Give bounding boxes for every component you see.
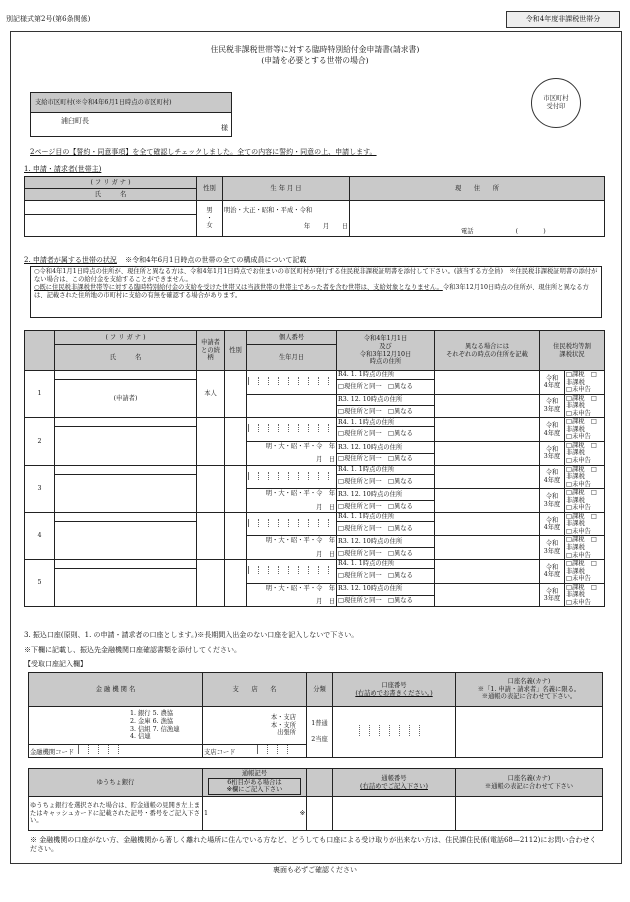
r3-address-label: R3. 12. 10時点の住所 — [337, 536, 435, 548]
section3-sub: ※下欄に記載し、振込先金融機関口座確認書類を添付してください。 — [24, 646, 241, 654]
r4-diff-address-field[interactable] — [435, 418, 540, 442]
household-row — [25, 512, 605, 521]
tax-r4-label: 令和 4年度 — [540, 465, 565, 489]
account-type-field[interactable] — [307, 707, 333, 758]
member-relation-field[interactable] — [197, 465, 225, 512]
r3-diff-address-field[interactable] — [435, 536, 540, 560]
tax-r3-choice: □課税 □非課税 — [566, 489, 597, 504]
account-number-title: 口座番号 — [381, 681, 407, 689]
r3-address-label: R3. 12. 10時点の住所 — [337, 583, 435, 595]
household-row — [25, 560, 605, 569]
member-sex-field[interactable] — [225, 371, 247, 418]
branch-opt-1: 本・支店 — [270, 714, 296, 722]
household-row — [25, 371, 605, 380]
r3-same-options[interactable]: □現住所と同一 □異なる — [337, 453, 435, 465]
r3-address-label: R3. 12. 10時点の住所 — [337, 489, 435, 501]
tax-r4-choice: □課税 □非課税 — [566, 512, 597, 528]
relation-header: 申請者との続柄 — [197, 331, 225, 371]
tax-r4-choice: □課税 □非課税 — [566, 560, 597, 575]
yucho-table — [28, 768, 603, 831]
member-birth-field[interactable] — [247, 441, 337, 465]
bank-opt-2: 2. 金庫 6. 漁協 — [130, 717, 174, 725]
birth-md: 月 日 — [316, 550, 335, 558]
member-id-field[interactable] — [247, 371, 337, 395]
birth-era: 明・大・昭・平・令 年 — [265, 584, 335, 592]
account-number-sub: (右詰めでお書きください。) — [355, 689, 433, 697]
row-number: 1 — [25, 371, 55, 418]
tax-r3-options[interactable] — [565, 583, 605, 607]
r4-same-options[interactable]: □現住所と同一 □異なる — [337, 427, 435, 442]
note-2a: ○既に住民税非課税世帯等に対する臨時特別給付金の支給を受けた世帯又は当該世帯の世帯主であった者を含む世帯は、支給対象となりません。 — [34, 283, 443, 291]
phone-paren: ( ) — [515, 228, 546, 236]
yucho-number-field[interactable] — [333, 797, 456, 831]
yucho-gap-field — [307, 797, 333, 831]
r4-same-options[interactable]: □現住所と同一 □異なる — [337, 569, 435, 584]
branch-code-label: 支店コード — [204, 749, 236, 756]
note-2b: 令和3年12月10日時点の住所が、現住所と異なる方は、記載された住所地の市町村に支給の有無を確認する場合があります。 — [34, 283, 589, 299]
r4-diff-address-field[interactable] — [435, 465, 540, 489]
r4-diff-address-field[interactable] — [435, 512, 540, 536]
member-name-field[interactable] — [55, 427, 197, 465]
tax-r4-unfiled: □未申告 — [566, 386, 591, 394]
r4-address-label: R4. 1. 1時点の住所 — [337, 512, 435, 521]
bank-code-label: 金融機関コード — [30, 749, 75, 756]
tax-r4-choice: □課税 □非課税 — [566, 418, 597, 433]
fiscal-year-box: 令和4年度非課税世帯分 — [506, 11, 620, 28]
branch-name-field[interactable] — [203, 707, 307, 745]
tax-r3-choice: □課税 □非課税 — [566, 536, 597, 552]
tax-r3-label: 令和 3年度 — [540, 394, 565, 418]
note-1: ○令和4年1月1日時点の住所が、現住所と異なる方は、令和4年1月1日時点でお住まいの市区町村が発行する住民税非課税証明書を添付して下さい。(該当する方全員) ※住民税非課税証明書の添付がない場合は、この給付金を支給することができません。 — [34, 268, 598, 283]
yucho-symbol-header — [203, 769, 307, 797]
tax-r4-label: 令和 4年度 — [540, 418, 565, 442]
yucho-one: 1 — [204, 809, 209, 817]
tax-r3-label: 令和 3年度 — [540, 583, 565, 607]
applicant-address-field[interactable] — [350, 201, 605, 237]
tax-r4-choice: □課税 □非課税 — [566, 371, 597, 386]
form-title: 住民税非課税世帯等に対する臨時特別給付金申請書(請求書) — [210, 45, 420, 54]
member-sex-field[interactable] — [225, 418, 247, 465]
r4-same-options[interactable]: □現住所と同一 □異なる — [337, 521, 435, 536]
row-number: 4 — [25, 512, 55, 559]
holder-sub2: ※通帳の表記に合わせて下さい。 — [481, 693, 577, 701]
birth-md: 月 日 — [316, 598, 335, 606]
tax-r3-choice: □課税 □非課税 — [566, 441, 597, 457]
r4-address-label: R4. 1. 1時点の住所 — [337, 418, 435, 427]
tax-r4-label: 令和 4年度 — [540, 560, 565, 584]
applicant-table — [24, 176, 605, 237]
tax-r3-options[interactable] — [565, 536, 605, 560]
tax-r3-choice: □課税 □非課税 — [566, 394, 597, 410]
r3-diff-address-field[interactable] — [435, 583, 540, 607]
form-id: 別記様式第2号(第6条関係) — [6, 15, 91, 23]
tax-r3-label: 令和 3年度 — [540, 536, 565, 560]
section2-title: 2. 申請者が属する世帯の状況 — [24, 256, 117, 264]
back-notice: 裏面も必ずご確認ください — [273, 866, 357, 874]
applicant-birth-field[interactable] — [223, 201, 350, 237]
tax-r3-unfiled: □未申告 — [566, 457, 591, 465]
ymd-label: 年 月 日 — [303, 222, 348, 230]
r4-address-label: R4. 1. 1時点の住所 — [337, 371, 435, 380]
yucho-holder-sub: ※通帳の表記に合わせて下さい — [484, 782, 574, 790]
birth-era: 明・大・昭・平・令 年 — [265, 537, 335, 545]
member-birth-field[interactable] — [247, 536, 337, 560]
tax-r3-choice: □課税 □非課税 — [566, 583, 597, 599]
member-birth-field[interactable] — [247, 394, 337, 418]
diff-address-header: 異なる場合には それぞれの時点の住所を記載 — [435, 331, 540, 371]
yucho-gap — [307, 769, 333, 797]
member-furigana-field[interactable] — [55, 560, 197, 569]
r4-same-options[interactable]: □現住所と同一 □異なる — [337, 474, 435, 489]
furigana-header: ( フ リ ガ ナ ) — [25, 177, 197, 189]
name-header: 氏 名 — [25, 189, 197, 201]
row-number: 2 — [25, 418, 55, 465]
bank-name-header: 金 融 機 関 名 — [29, 673, 203, 707]
municipality-label: 支給市区町村(※令和4年6月1日時点の市区町村) — [31, 93, 231, 113]
member-furigana-field[interactable] — [55, 371, 197, 380]
branch-opt-3: 出張所 — [277, 729, 296, 737]
member-id-field[interactable] — [247, 465, 337, 489]
yucho-holder-title: 口座名義(カナ) — [507, 774, 551, 782]
member-relation-field[interactable]: 本人 — [197, 371, 225, 418]
tax-r4-options[interactable] — [565, 418, 605, 442]
member-birth-field[interactable] — [247, 489, 337, 513]
type-opt-2: 2当座 — [311, 735, 328, 743]
holder-field[interactable] — [456, 707, 603, 758]
bank-table — [28, 672, 603, 758]
yucho-star: ※ — [299, 809, 305, 817]
member-id-field[interactable] — [247, 418, 337, 442]
yucho-number-sub: (右詰めでご記入下さい) — [360, 782, 428, 790]
member-name-field[interactable] — [55, 521, 197, 559]
tax-status-header: 住民税均等割 課税状況 — [540, 331, 605, 371]
member-sex-field[interactable] — [225, 512, 247, 559]
member-relation-field[interactable] — [197, 512, 225, 559]
household-row — [25, 465, 605, 474]
tax-r3-unfiled: □未申告 — [566, 504, 591, 512]
member-id-field[interactable] — [247, 560, 337, 584]
tax-r4-unfiled: □未申告 — [566, 480, 591, 488]
row-number: 5 — [25, 560, 55, 607]
section3-title: 3. 振込口座(原則、1. の申請・請求者の口座とします。)※長期間入出金のない口座を記入しないで下さい。 — [24, 631, 359, 639]
birth-era: 明・大・昭・平・令 年 — [265, 442, 335, 450]
member-furigana-field[interactable] — [55, 465, 197, 474]
agreement-line[interactable]: 2ページ目の【誓約・同意事項】を全て確認しチェックしました。全ての内容に誓約・同意の上、申請します。 — [30, 148, 377, 156]
bank-opt-3: 3. 信組 7. 信漁連 — [130, 725, 180, 733]
section2-heading — [24, 256, 306, 265]
tax-r3-options[interactable] — [565, 394, 605, 418]
r3-address-label: R3. 12. 10時点の住所 — [337, 441, 435, 453]
member-relation-field[interactable] — [197, 418, 225, 465]
yucho-symbol-title: 通帳記号 — [241, 770, 268, 778]
member-name-field[interactable] — [55, 474, 197, 512]
household-notes — [30, 266, 602, 318]
town-name: 浦臼町長 — [61, 117, 89, 125]
tax-r3-unfiled: □未申告 — [566, 409, 591, 417]
addressee-box — [30, 92, 232, 137]
account-box-title: 【受取口座記入欄】 — [24, 660, 87, 668]
section3-heading — [24, 631, 358, 640]
household-row — [25, 418, 605, 427]
bank-code-field[interactable] — [29, 745, 203, 758]
r3-diff-address-field[interactable] — [435, 441, 540, 465]
yucho-header: ゆうちょ銀行 — [29, 769, 203, 797]
branch-code-field[interactable] — [203, 745, 307, 758]
tax-r4-choice: □課税 □非課税 — [566, 465, 597, 481]
member-name-field[interactable] — [55, 569, 197, 607]
tax-r4-unfiled: □未申告 — [566, 575, 591, 583]
member-name-field[interactable]: (申請者) — [55, 380, 197, 418]
birth-md: 月 日 — [316, 503, 335, 511]
hh-birth-header: 生年月日 — [247, 345, 337, 371]
tax-r3-label: 令和 3年度 — [540, 441, 565, 465]
phone-label: 電話 — [461, 228, 474, 236]
account-number-field[interactable] — [333, 707, 456, 758]
hh-sex-header: 性別 — [225, 331, 247, 371]
member-furigana-field[interactable] — [55, 418, 197, 427]
r3-same-options[interactable]: □現住所と同一 □異なる — [337, 548, 435, 560]
tax-r4-label: 令和 4年度 — [540, 512, 565, 536]
r4-same-options[interactable]: □現住所と同一 □異なる — [337, 380, 435, 395]
section2-note: ※令和4年6月1日時点の世帯の全ての構成員について記載 — [125, 256, 307, 264]
account-number-header — [333, 673, 456, 707]
no-header — [25, 331, 55, 371]
r3-diff-address-field[interactable] — [435, 489, 540, 513]
r3-address-label: R3. 12. 10時点の住所 — [337, 394, 435, 406]
branch-header: 支 店 名 — [203, 673, 307, 707]
form-subtitle: (申請を必要とする世帯の場合) — [261, 56, 369, 65]
r4-diff-address-field[interactable] — [435, 371, 540, 395]
hh-furigana-header: ( フ リ ガ ナ ) — [55, 331, 197, 345]
yucho-holder-header — [456, 769, 603, 797]
yucho-symbol-sub: 6桁目がある場合は ※欄にご記入下さい — [208, 778, 301, 795]
member-sex-field[interactable] — [225, 465, 247, 512]
tax-r4-options[interactable] — [565, 512, 605, 536]
member-id-field[interactable] — [247, 512, 337, 536]
member-birth-field[interactable] — [247, 583, 337, 607]
reception-stamp: 市区町村 受付印 — [531, 78, 581, 128]
holder-title: 口座名義(カナ) — [507, 678, 551, 686]
footnote: ※ 金融機関の口座がない方、金融機関から著しく離れた場所に住んでいる方など、どうしても口座による受け取りが出来ない方は、住民課住民係(電話68—2112)にお問い合わせください。 — [30, 836, 597, 853]
tax-r3-label: 令和 3年度 — [540, 489, 565, 513]
r4-address-label: R4. 1. 1時点の住所 — [337, 465, 435, 474]
tax-r3-unfiled: □未申告 — [566, 551, 591, 559]
branch-opt-2: 本・支所 — [270, 721, 296, 729]
holder-sub1: ※「1. 申請・請求者」名義に限る。 — [477, 685, 581, 693]
applicant-furigana-field[interactable] — [25, 201, 197, 215]
sama-label: 様 — [221, 124, 228, 132]
yucho-number-header — [333, 769, 456, 797]
r3-same-options[interactable]: □現住所と同一 □異なる — [337, 595, 435, 607]
yucho-holder-field[interactable] — [456, 797, 603, 831]
address-header: 現 住 所 — [350, 177, 605, 201]
r3-diff-address-field[interactable] — [435, 394, 540, 418]
sex-header: 性別 — [197, 177, 223, 201]
type-header: 分類 — [307, 673, 333, 707]
birth-era: 明・大・昭・平・令 年 — [265, 489, 335, 497]
hh-name-header: 氏 名 — [55, 345, 197, 371]
tax-r4-label: 令和 4年度 — [540, 371, 565, 395]
type-opt-1: 1普通 — [311, 720, 328, 728]
member-furigana-field[interactable] — [55, 512, 197, 521]
date-address-header: 令和4年1月1日 及び 令和3年12月10日 時点の住所 — [337, 331, 435, 371]
id-number-header: 個人番号 — [247, 331, 337, 345]
tax-r4-unfiled: □未申告 — [566, 433, 591, 441]
household-table — [24, 330, 605, 607]
r4-diff-address-field[interactable] — [435, 560, 540, 584]
yucho-note: ゆうちょ銀行を選択された場合は、貯金通帳の見開き左上またはキャッシュカードに記載された記号・番号をご記入下さい。 — [29, 797, 203, 831]
r3-same-options[interactable]: □現住所と同一 □異なる — [337, 406, 435, 418]
birth-header: 生 年 月 日 — [223, 177, 350, 201]
bank-name-field[interactable] — [29, 707, 203, 745]
applicant-name-field[interactable] — [25, 215, 197, 237]
tax-r4-options[interactable] — [565, 560, 605, 584]
row-number: 3 — [25, 465, 55, 512]
yucho-symbol-field[interactable] — [203, 797, 307, 831]
holder-header — [456, 673, 603, 707]
tax-r4-options[interactable] — [565, 465, 605, 489]
tax-r4-options[interactable] — [565, 371, 605, 395]
applicant-sex-field[interactable]: 男 ・ 女 — [197, 201, 223, 237]
bank-opt-4: 4. 信連 — [130, 733, 151, 741]
tax-r3-options[interactable] — [565, 441, 605, 465]
birth-md: 月 日 — [316, 456, 335, 464]
note-2 — [34, 284, 598, 300]
tax-r3-unfiled: □未申告 — [566, 598, 591, 606]
tax-r3-options[interactable] — [565, 489, 605, 513]
r4-address-label: R4. 1. 1時点の住所 — [337, 560, 435, 569]
member-sex-field[interactable] — [225, 560, 247, 607]
bank-opt-1: 1. 銀行 5. 農協 — [130, 710, 174, 718]
yucho-number-title: 通帳番号 — [381, 774, 407, 782]
bank-type-options — [30, 710, 201, 740]
era-options: 明治・大正・昭和・平成・令和 — [224, 206, 313, 214]
tax-r4-unfiled: □未申告 — [566, 527, 591, 535]
section1-heading: 1. 申請・請求者(世帯主) — [24, 165, 102, 173]
member-relation-field[interactable] — [197, 560, 225, 607]
r3-same-options[interactable]: □現住所と同一 □異なる — [337, 501, 435, 513]
